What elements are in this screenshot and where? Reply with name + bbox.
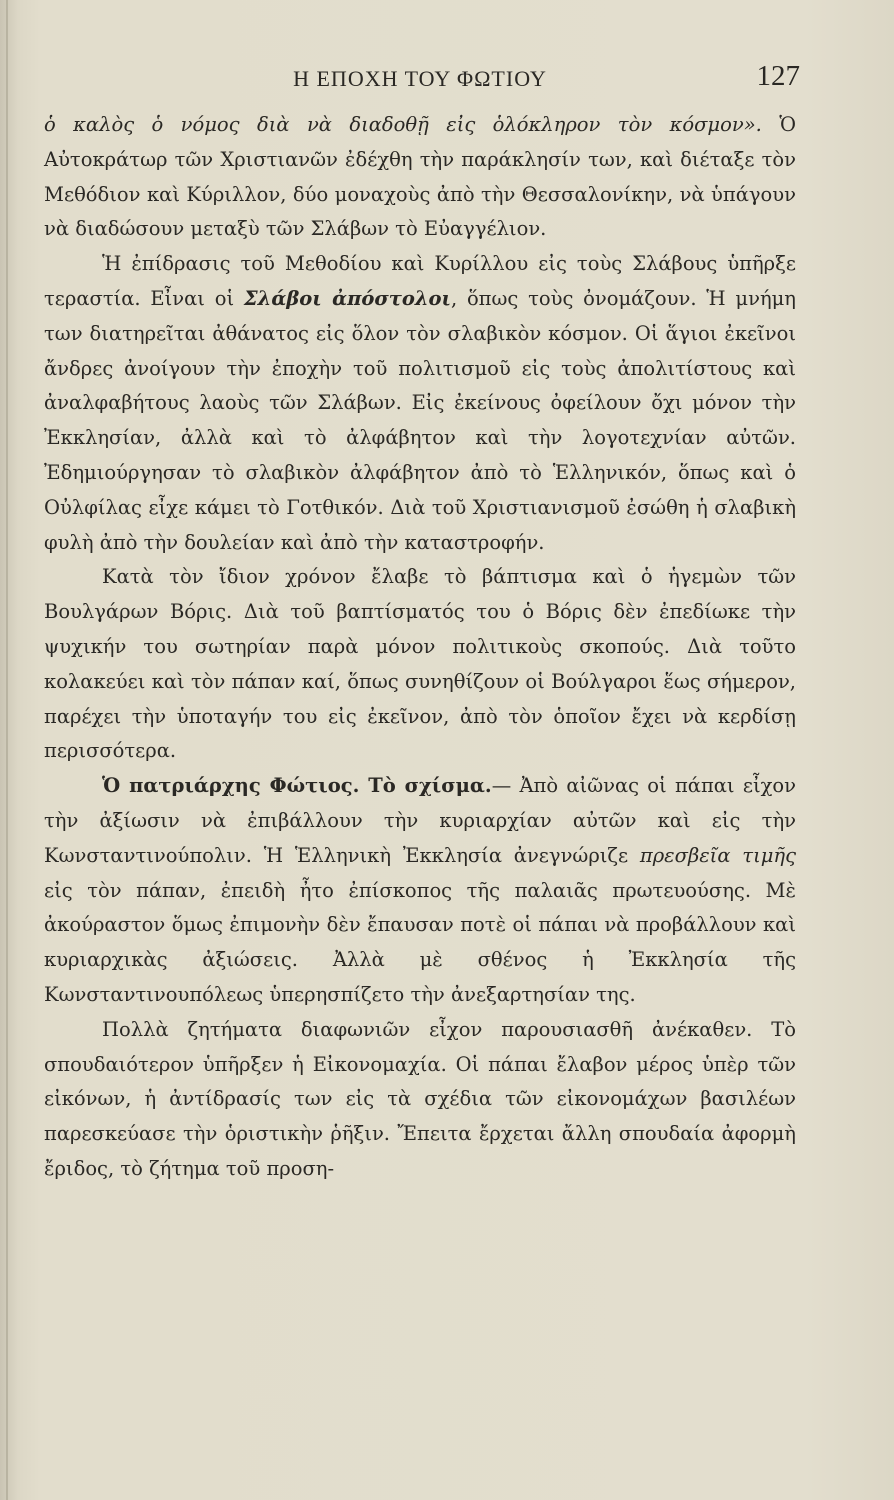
paragraph-4 — [44, 769, 796, 1013]
running-title: Η ΕΠΟΧΗ ΤΟΥ ΦΩΤΙΟΥ — [293, 66, 547, 91]
paragraph-3 — [44, 560, 796, 769]
paragraph-5 — [44, 1013, 796, 1187]
paragraph-4-text-a: — Ἀπὸ αἰῶνας οἱ πάπαι εἶχον τὴν ἀξίωσιν νὰ ἐπιβάλλουν τὴν κυριαρχίαν αὐτῶν καὶ εἰς τὴν Κωνσταντινούπολιν. Ἡ Ἑλληνικὴ Ἐκκλησία ἀνεγνώριζε — [44, 774, 796, 867]
honorary-primacy-term: πρεσβεῖα τιμῆς — [639, 843, 796, 867]
binding-shadow — [6, 0, 8, 1500]
paragraph-1 — [44, 108, 796, 247]
page-number: 127 — [756, 60, 800, 92]
paragraph-4-text-b: εἰς τὸν πάπαν, ἐπειδὴ ἦτο ἐπίσκοπος τῆς παλαιᾶς πρωτευούσης. Μὲ ἀκούραστον ὅμως ἐπιμονὴν δὲν ἔπαυσαν ποτὲ οἱ πάπαι νὰ προβάλλουν καὶ κυριαρχικὰς ἀξιώσεις. Ἀλλὰ μὲ σθένος ἡ Ἐκκλησία τῆς Κωνσταντινουπόλεως ὑπερησπίζετο τὴν ἀνεξαρτησίαν της. — [44, 878, 796, 1006]
paragraph-2 — [44, 247, 796, 560]
paragraph-5-text: Πολλὰ ζητήματα διαφωνιῶν εἶχον παρουσιασθῆ ἀνέκαθεν. Τὸ σπουδαιότερον ὑπῆρξεν ἡ Εἰκονομαχία. Οἱ πάπαι ἔλαβον μέρος ὑπὲρ τῶν εἰκόνων, ἡ ἀντίδρασίς των εἰς τὰ σχέδια τῶν εἰκονομάχων βασιλέων παρεσκεύασε τὴν ὁριστικὴν ῥῆξιν. Ἔπειτα ἔρχεται ἄλλη σπουδαία ἀφορμὴ ἔριδος, τὸ ζήτημα τοῦ προση- — [44, 1017, 796, 1180]
section-heading: Ὁ πατριάρχης Φώτιος. Τὸ σχίσμα. — [102, 774, 492, 798]
paragraph-3-text: Κατὰ τὸν ἴδιον χρόνον ἔλαβε τὸ βάπτισμα καὶ ὁ ἡγεμὼν τῶν Βουλγάρων Βόρις. Διὰ τοῦ βαπτίσματός του ὁ Βόρις δὲν ἐπεδίωκε τὴν ψυχικήν του σωτηρίαν παρὰ μόνον πολιτικοὺς σκοπούς. Διὰ τοῦτο κολακεύει καὶ τὸν πάπαν καί, ὅπως συνηθίζουν οἱ Βούλγαροι ἕως σήμερον, παρέχει τὴν ὑποταγήν του εἰς ἐκεῖνον, ἀπὸ τὸν ὁποῖον ἔχει νὰ κερδίσῃ περισσότερα. — [44, 565, 796, 763]
paragraph-2-text-b: , ὅπως τοὺς ὀνομάζουν. Ἡ μνήμη των διατηρεῖται ἀθάνατος εἰς ὅλον τὸν σλαβικὸν κόσμον. Οἱ ἅγιοι ἐκεῖνοι ἄνδρες ἀνοίγουν τὴν ἐποχὴν τοῦ πολιτισμοῦ εἰς τοὺς ἀπολιτίστους καὶ ἀναλφαβήτους λαοὺς τῶν Σλάβων. Εἰς ἐκείνους ὀφείλουν ὄχι μόνον τὴν Ἐκκλησίαν, ἀλλὰ καὶ τὸ ἀλφάβητον καὶ τὴν λογοτεχνίαν αὐτῶν. Ἐδημιούργησαν τὸ σλαβικὸν ἀλφάβητον ἀπὸ τὸ Ἑλληνικόν, ὅπως καὶ ὁ Οὐλφίλας εἶχε κάμει τὸ Γοτθικόν. Διὰ τοῦ Χριστιανισμοῦ ἐσώθη ἡ σλαβικὴ φυλὴ ἀπὸ τὴν δουλείαν καὶ ἀπὸ τὴν καταστροφήν. — [44, 286, 796, 554]
slav-apostles-term: Σλάβοι ἀπόστολοι — [243, 286, 451, 310]
body-text — [44, 108, 796, 1187]
paragraph-1-text: Ὁ Αὐτοκράτωρ τῶν Χριστιανῶν ἐδέχθη τὴν παράκλησίν των, καὶ διέταξε τὸν Μεθόδιον καὶ Κύριλλον, δύο μοναχοὺς ἀπὸ τὴν Θεσσαλονίκην, νὰ ὑπάγουν νὰ διαδώσουν μεταξὺ τῶν Σλάβων τὸ Εὐαγγέλιον. — [44, 113, 796, 241]
page-header — [40, 58, 800, 98]
paragraph-2-text-a: Ἡ ἐπίδρασις τοῦ Μεθοδίου καὶ Κυρίλλου εἰς τοὺς Σλάβους ὑπῆρξε τεραστία. Εἶναι οἱ — [44, 252, 796, 310]
quote-text: ὁ καλὸς ὁ νόμος διὰ νὰ διαδοθῇ εἰς ὁλόκληρον τὸν κόσμον». — [44, 113, 762, 136]
